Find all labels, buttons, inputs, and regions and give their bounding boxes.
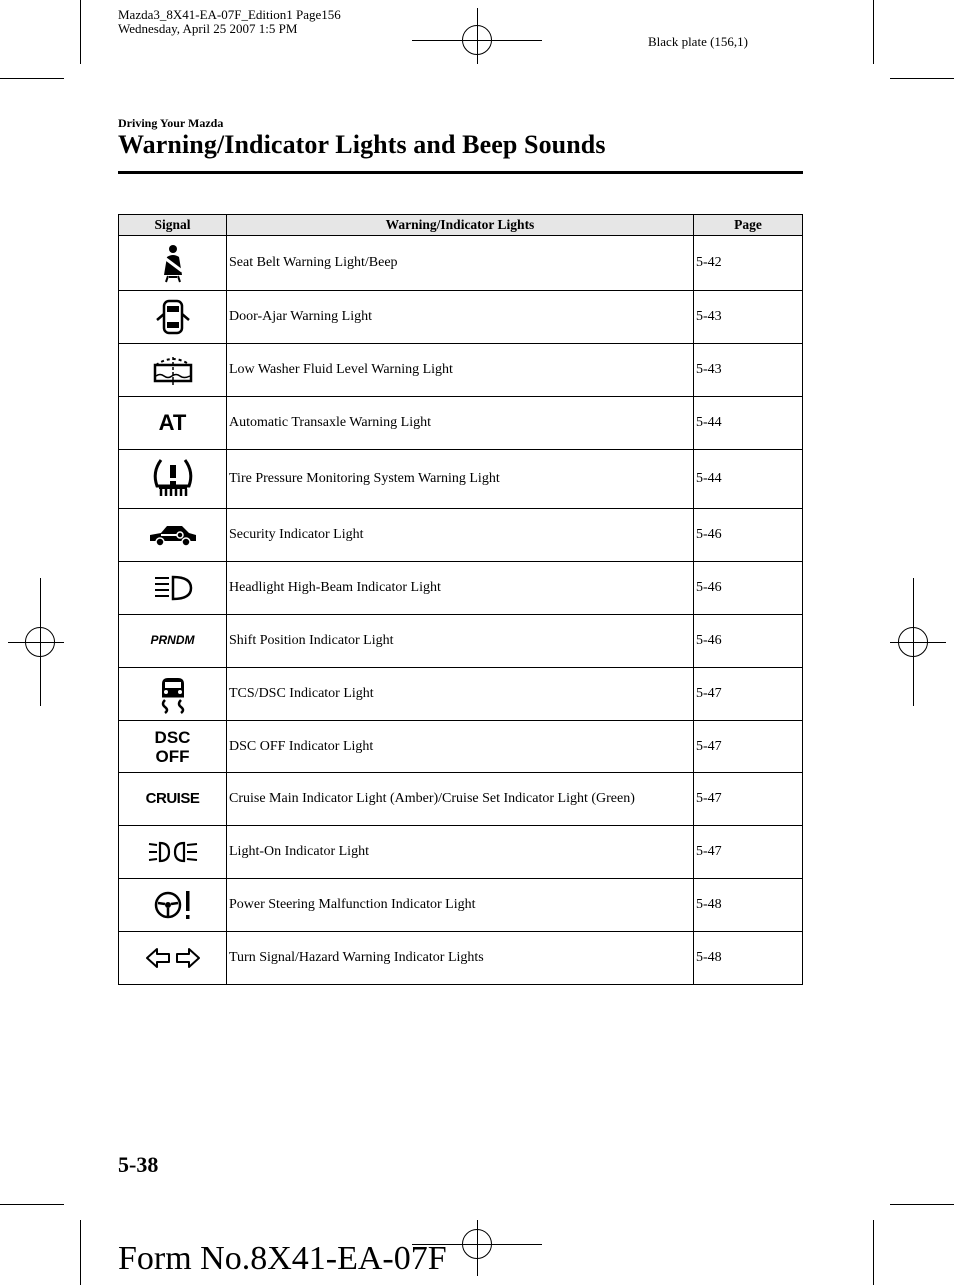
page-title: Warning/Indicator Lights and Beep Sounds	[118, 130, 606, 159]
row-page: 5-48	[694, 879, 803, 932]
row-page: 5-46	[694, 562, 803, 615]
table-row	[119, 668, 803, 721]
row-page: 5-42	[694, 236, 803, 291]
table-row	[119, 932, 803, 985]
power-steering-icon	[119, 879, 227, 932]
row-page: 5-47	[694, 668, 803, 721]
table-row	[119, 826, 803, 879]
page-number: 5-38	[118, 1152, 159, 1177]
row-text: Low Washer Fluid Level Warning Light	[227, 344, 694, 397]
row-text: Turn Signal/Hazard Warning Indicator Lights	[227, 932, 694, 985]
row-text: Headlight High-Beam Indicator Light	[227, 562, 694, 615]
table-row	[119, 562, 803, 615]
row-text: Shift Position Indicator Light	[227, 615, 694, 668]
table-row	[119, 509, 803, 562]
title-rule	[118, 171, 803, 174]
print-header-file: Mazda3_8X41-EA-07F_Edition1 Page156	[118, 7, 341, 22]
header-lights: Warning/Indicator Lights	[227, 215, 694, 236]
table-row	[119, 450, 803, 509]
row-page: 5-44	[694, 397, 803, 450]
row-text: Automatic Transaxle Warning Light	[227, 397, 694, 450]
dsc-off-icon	[119, 721, 227, 773]
table-row	[119, 615, 803, 668]
row-page: 5-46	[694, 615, 803, 668]
at-icon	[119, 397, 227, 450]
washer-fluid-icon	[119, 344, 227, 397]
tcs-dsc-icon	[119, 668, 227, 721]
row-text: Seat Belt Warning Light/Beep	[227, 236, 694, 291]
dsc-off-icon-text-line2: OFF	[155, 746, 190, 766]
row-page: 5-47	[694, 773, 803, 826]
row-page: 5-47	[694, 826, 803, 879]
cruise-icon-text: CRUISE	[145, 790, 200, 807]
row-text: Power Steering Malfunction Indicator Light	[227, 879, 694, 932]
table-row	[119, 344, 803, 397]
table-row	[119, 879, 803, 932]
form-number: Form No.8X41-EA-07F	[118, 1240, 447, 1277]
table-row	[119, 721, 803, 773]
turn-signal-icon	[119, 932, 227, 985]
row-text: Door-Ajar Warning Light	[227, 291, 694, 344]
at-icon-text: AT	[158, 410, 187, 435]
row-text: Light-On Indicator Light	[227, 826, 694, 879]
print-header-plate: Black plate (156,1)	[648, 34, 748, 49]
shift-position-icon	[119, 615, 227, 668]
table-row	[119, 236, 803, 291]
row-text: Tire Pressure Monitoring System Warning Light	[227, 450, 694, 509]
row-page: 5-43	[694, 291, 803, 344]
seat-belt-icon	[119, 236, 227, 291]
table-row	[119, 291, 803, 344]
light-on-icon	[119, 826, 227, 879]
row-page: 5-47	[694, 721, 803, 773]
section-label: Driving Your Mazda	[118, 116, 224, 130]
indicator-table	[118, 214, 803, 985]
row-text: TCS/DSC Indicator Light	[227, 668, 694, 721]
table-header-row	[119, 215, 803, 236]
row-text: Cruise Main Indicator Light (Amber)/Cruise Set Indicator Light (Green)	[227, 773, 694, 826]
table-row	[119, 773, 803, 826]
row-page: 5-43	[694, 344, 803, 397]
header-signal: Signal	[119, 215, 227, 236]
cruise-icon	[119, 773, 227, 826]
row-page: 5-48	[694, 932, 803, 985]
security-icon	[119, 509, 227, 562]
row-page: 5-44	[694, 450, 803, 509]
row-text: DSC OFF Indicator Light	[227, 721, 694, 773]
print-header-date: Wednesday, April 25 2007 1:5 PM	[118, 21, 298, 36]
dsc-off-icon-text-line1: DSC	[154, 727, 191, 747]
row-page: 5-46	[694, 509, 803, 562]
shift-position-icon-text: PRNDM	[150, 633, 195, 647]
row-text: Security Indicator Light	[227, 509, 694, 562]
high-beam-icon	[119, 562, 227, 615]
door-ajar-icon	[119, 291, 227, 344]
table-row	[119, 397, 803, 450]
header-page: Page	[694, 215, 803, 236]
tire-pressure-icon	[119, 450, 227, 509]
